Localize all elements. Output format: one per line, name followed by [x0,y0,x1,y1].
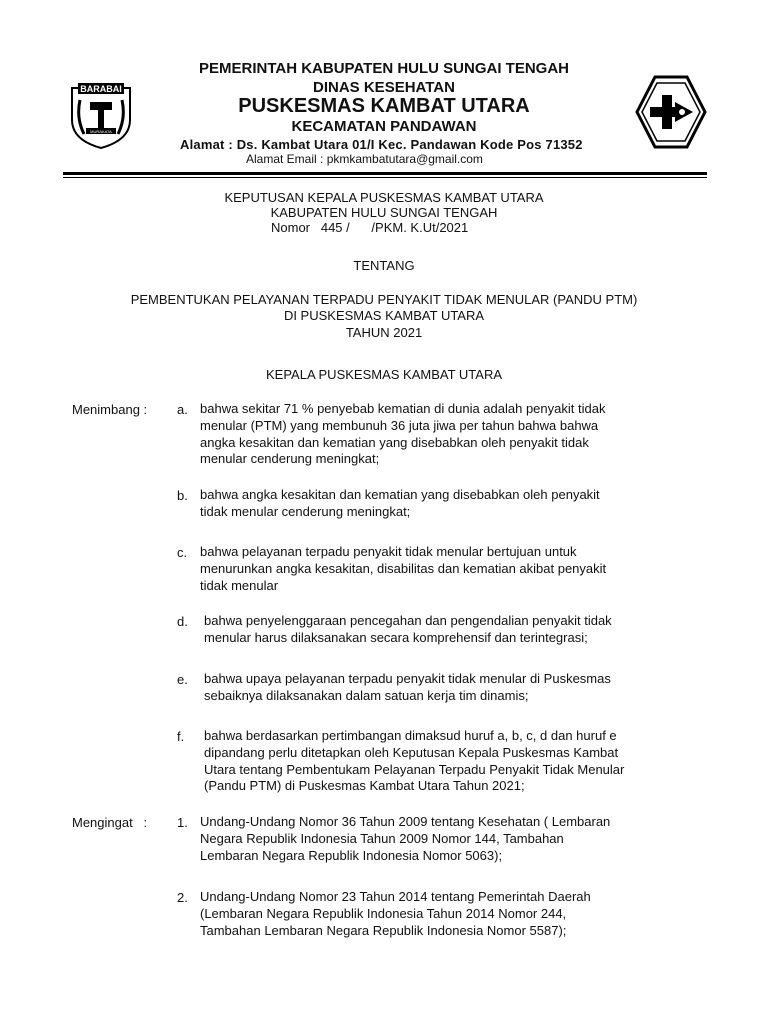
decree-number: Nomor 445 / /PKM. K.Ut/2021 [271,220,469,235]
letterhead-divider-thick [63,172,707,175]
text-line: bahwa berdasarkan pertimbangan dimaksud huruf a, b, c, d dan huruf e [204,728,617,743]
text-line: menular (PTM) yang membunuh 36 juta jiwa per tahun bahwa bahwa [200,417,599,433]
text-line: Negara Republik Indonesia Tahun 2009 Nomor 144, Tambahan [200,830,564,846]
decree-title-line2: KABUPATEN HULU SUNGAI TENGAH [270,205,498,220]
decree-about: TENTANG [353,258,415,273]
decree-subject-line3: TAHUN 2021 [345,325,423,340]
letterhead-government: PEMERINTAH KABUPATEN HULU SUNGAI TENGAH [199,60,569,77]
menimbang-marker-e: e. [177,672,188,687]
text-line: (Pandu PTM) di Puskesmas Kambat Utara Tahun 2021; [204,778,525,794]
text-line: bahwa penyelenggaraan pencegahan dan pengendalian penyakit tidak [204,613,612,628]
text-line: tidak menular [200,577,279,593]
mengingat-marker-1: 1. [177,815,188,830]
letterhead-divider-thin [63,177,707,178]
letterhead-email: Alamat Email : pkmkambatutara@gmail.com [246,152,483,166]
menimbang-marker-a: a. [177,402,188,417]
decree-title-line1: KEPUTUSAN KEPALA PUSKESMAS KAMBAT UTARA [224,190,544,205]
text-line: menular cenderung meningkat; [200,451,380,467]
menimbang-item-e [204,671,696,705]
text-line: bahwa sekitar 71 % penyebab kematian di dunia adalah penyakit tidak [200,401,606,416]
text-line: angka kesakitan dan kematian yang disebabkan oleh penyakit tidak [200,434,589,450]
menimbang-marker-f: f. [177,729,185,744]
text-line: Utara tentang Pembentukam Pelayanan Terpadu Penyakit Tidak Menular [204,761,625,777]
menimbang-item-f [204,728,696,795]
menimbang-item-c [200,544,696,594]
menimbang-marker-b: b. [177,488,188,503]
text-line: Undang-Undang Nomor 36 Tahun 2009 tentang Kesehatan ( Lembaran [200,814,611,829]
text-line: sebaiknya dilaksanakan dalam satuan kerja tim dinamis; [204,687,529,703]
text-line: Undang-Undang Nomor 23 Tahun 2014 tentang Pemerintah Daerah [200,889,591,904]
letterhead-address: Alamat : Ds. Kambat Utara 01/I Kec. Pandawan Kode Pos 71352 [180,137,583,152]
text-line: dipandang perlu ditetapkan oleh Keputusan Kepala Puskesmas Kambat [204,744,619,760]
letterhead-agency: DINAS KESEHATAN [313,79,455,96]
crest-motto-text: MURAKATA [90,129,112,134]
crest-title-text: BARABAI [80,84,122,94]
text-line: bahwa pelayanan terpadu penyakit tidak menular bertujuan untuk [200,544,577,559]
letterhead-district: KECAMATAN PANDAWAN [291,118,477,135]
menimbang-label: Menimbang : [72,402,148,417]
letterhead-institution: PUSKESMAS KAMBAT UTARA [238,95,530,117]
text-line: tidak menular cenderung meningkat; [200,503,411,519]
menimbang-marker-c: c. [177,545,188,560]
decree-subject-line2: DI PUSKESMAS KAMBAT UTARA [283,308,485,323]
text-line: menurunkan angka kesakitan, disabilitas dan kematian akibat penyakit [200,560,607,576]
mengingat-label: Mengingat : [72,815,148,830]
text-line: bahwa upaya pelayanan terpadu penyakit tidak menular di Puskesmas [204,671,611,686]
menimbang-item-b [200,487,696,521]
text-line: Tambahan Lembaran Negara Republik Indonesia Nomor 5587); [200,922,567,938]
decree-subject-line1: PEMBENTUKAN PELAYANAN TERPADU PENYAKIT TIDAK MENULAR (PANDU PTM) [130,292,638,307]
mengingat-item-2 [200,889,696,939]
menimbang-item-d [204,613,696,647]
text-line: bahwa angka kesakitan dan kematian yang disebabkan oleh penyakit [200,487,600,502]
mengingat-marker-2: 2. [177,890,188,905]
text-line: Lembaran Negara Republik Indonesia Nomor 5063); [200,847,503,863]
decree-issuer: KEPALA PUSKESMAS KAMBAT UTARA [266,367,502,382]
text-line: menular harus dilaksanakan secara komprehensif dan terintegrasi; [204,629,588,645]
menimbang-item-a [200,401,696,468]
mengingat-item-1 [200,814,696,864]
text-line: (Lembaran Negara Republik Indonesia Tahun 2014 Nomor 244, [200,905,567,921]
menimbang-marker-d: d. [177,614,188,629]
